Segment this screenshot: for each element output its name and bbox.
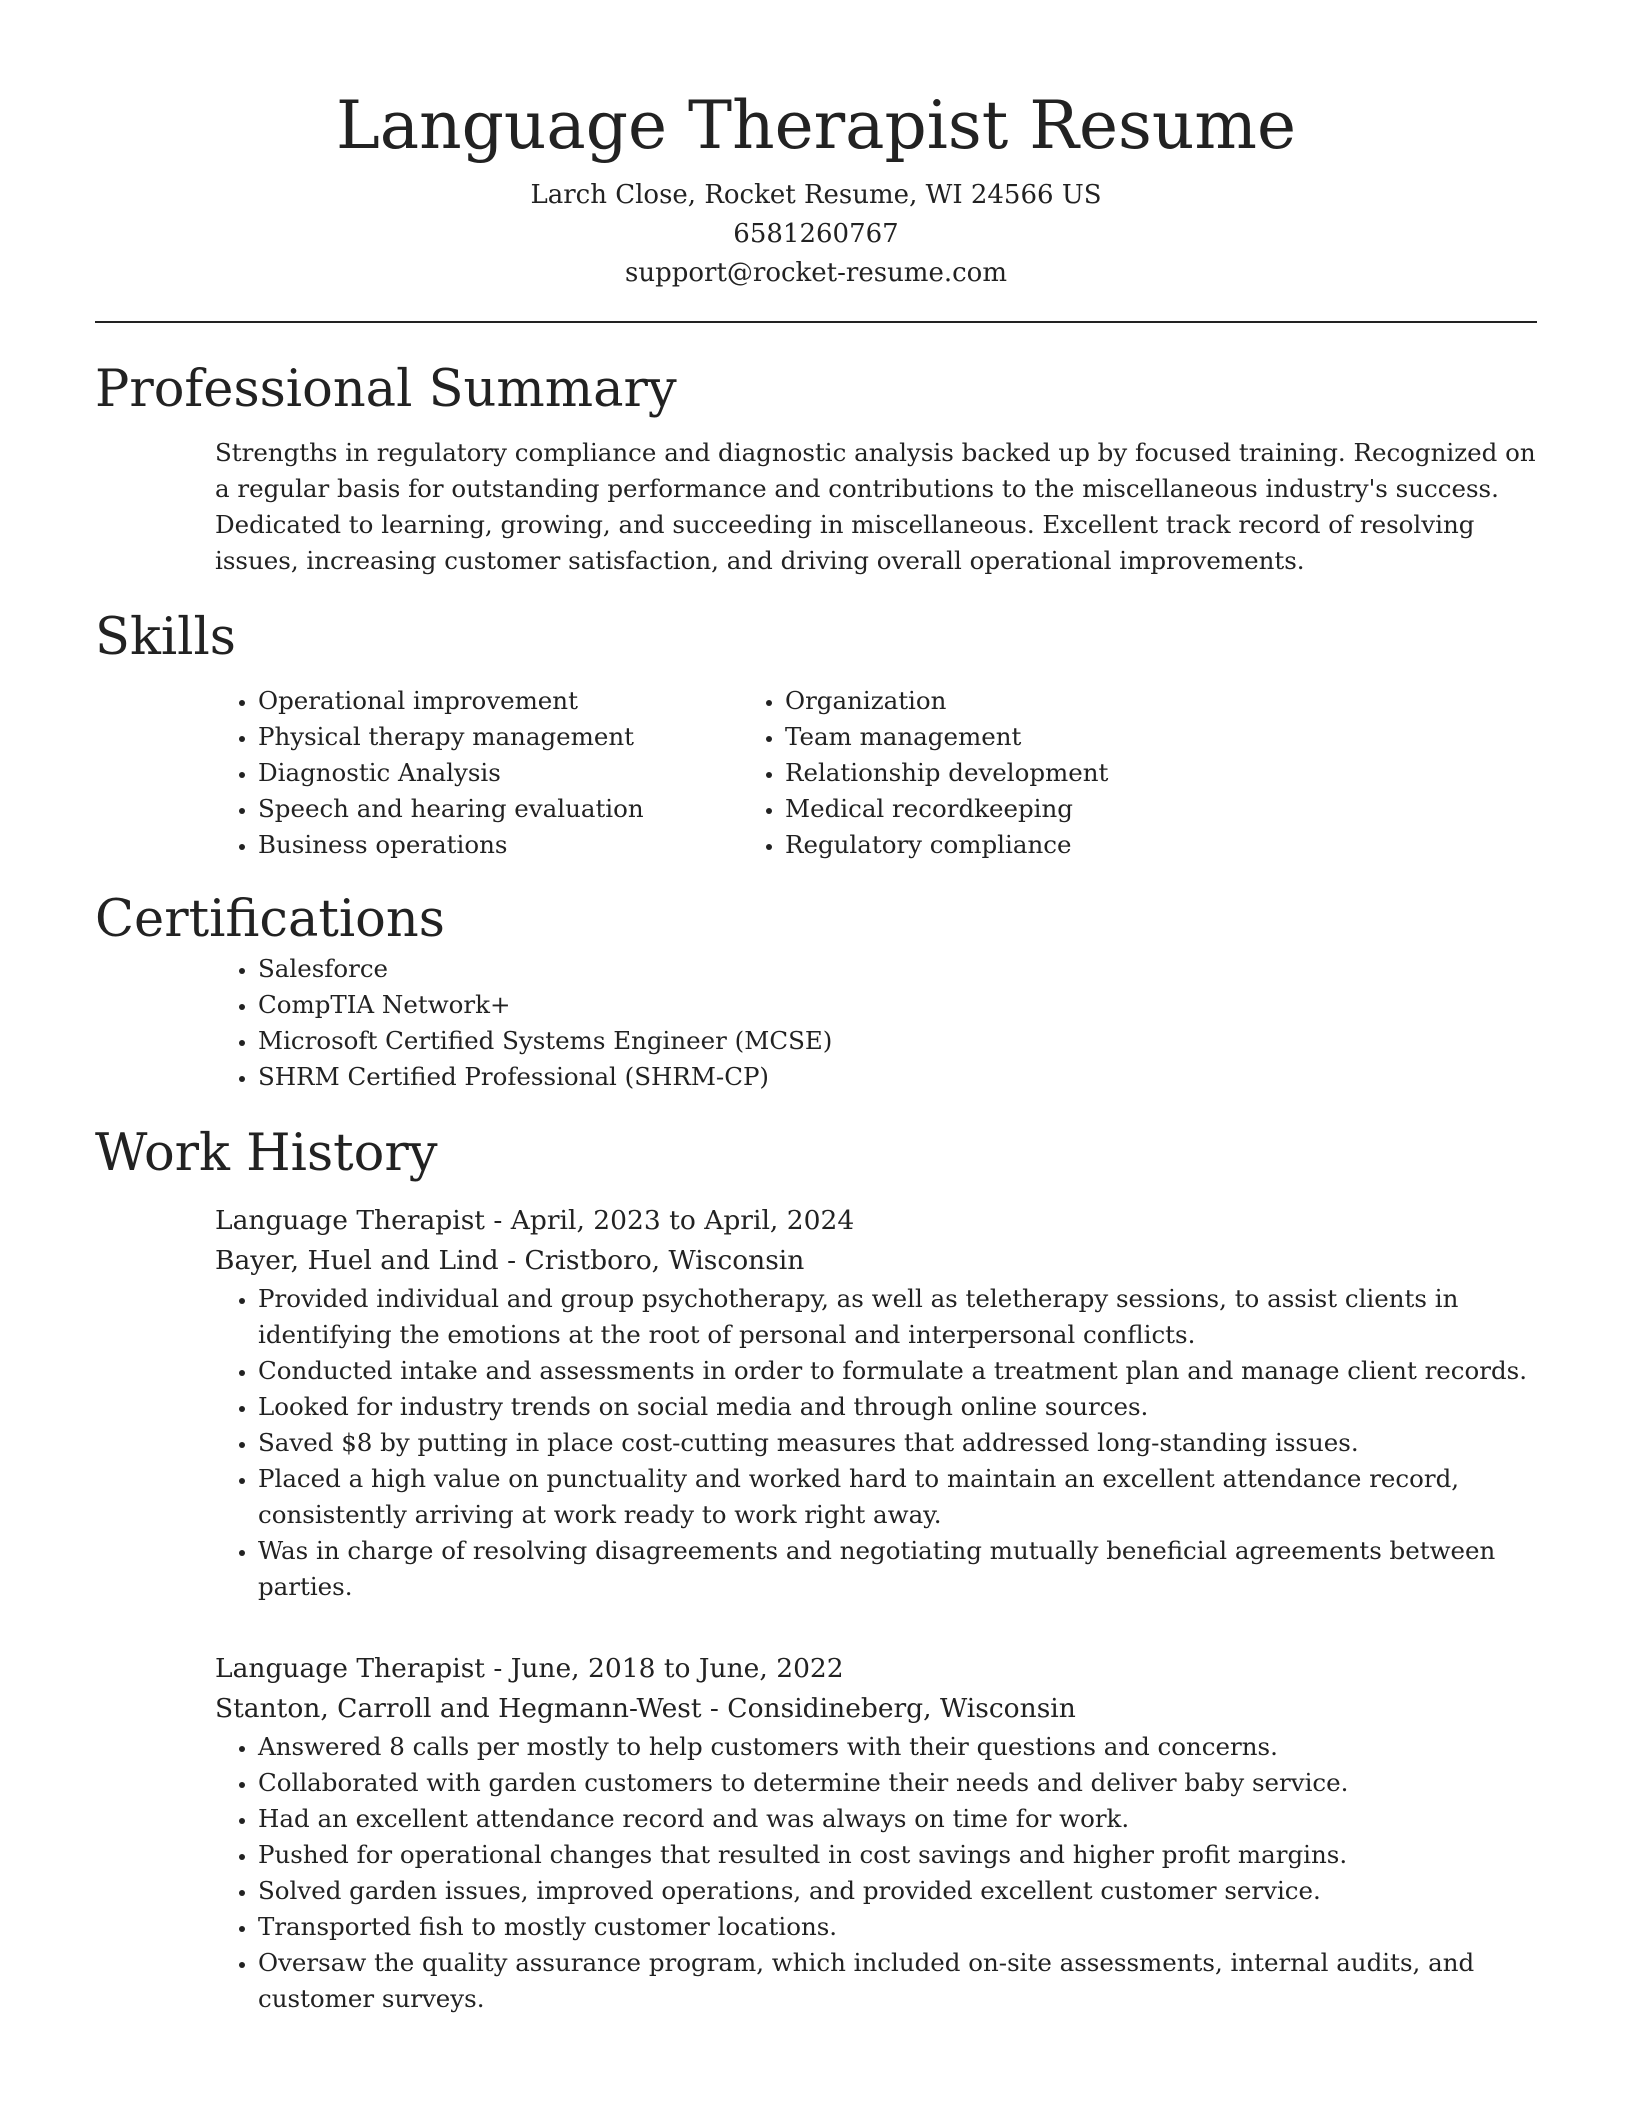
certification-item: • Salesforce: [258, 951, 1537, 987]
resume-title: Language Therapist Resume: [335, 87, 1297, 164]
email: support@rocket-resume.com: [624, 258, 1007, 288]
job-bullet: • Provided individual and group psychotherapy, as well as teletherapy sessions, to assist clients in identifying the emotions at the root of personal and interpersonal conflicts.: [258, 1281, 1537, 1353]
contact-info: [95, 176, 1537, 293]
certifications-list: [95, 951, 1537, 1095]
certifications-section: [95, 889, 1537, 1095]
job-bullet: • Pushed for operational changes that resulted in cost savings and higher profit margins.: [258, 1837, 1537, 1873]
skill-item: • Diagnostic Analysis: [258, 755, 740, 791]
skills-section: [95, 607, 1537, 863]
skill-item: • Medical recordkeeping: [785, 791, 1108, 827]
summary-text: Strengths in regulatory compliance and diagnostic analysis backed up by focused training. Recognized on a regular basis for outstanding performance and contributions to the miscellaneous industry's success. Dedicated to learning, growing, and succeeding in miscellaneous. Excellent track record of resolving issues, increasing customer satisfaction, and driving overall operational improvements.: [215, 438, 1536, 575]
skills-list-2: [785, 683, 1108, 863]
skill-item: • Operational improvement: [258, 683, 740, 719]
skill-item: • Organization: [785, 683, 1108, 719]
job-bullet: • Was in charge of resolving disagreements and negotiating mutually beneficial agreements between parties.: [258, 1533, 1537, 1605]
certification-item: • SHRM Certified Professional (SHRM-CP): [258, 1059, 1537, 1095]
job-bullet: • Oversaw the quality assurance program, which included on-site assessments, internal audits, and customer surveys.: [258, 1945, 1537, 2017]
skill-item: • Team management: [785, 719, 1108, 755]
certification-item: • Microsoft Certified Systems Engineer (MCSE): [258, 1023, 1537, 1059]
phone: 6581260767: [733, 219, 899, 249]
skills-column-2: [740, 683, 1108, 863]
job-bullet: • Conducted intake and assessments in order to formulate a treatment plan and manage client records.: [258, 1353, 1537, 1389]
job-bullet: • Transported fish to mostly customer locations.: [258, 1909, 1537, 1945]
work-history-section: [95, 1123, 1537, 2017]
job-company-line: Stanton, Carroll and Hegmann-West - Considineberg, Wisconsin: [215, 1693, 1076, 1724]
skills-list-1: [95, 683, 740, 863]
job-list: [95, 1201, 1537, 2017]
job-bullet: • Saved $8 by putting in place cost-cutting measures that addressed long-standing issues.: [258, 1425, 1537, 1461]
job-bullet: • Looked for industry trends on social media and through online sources.: [258, 1389, 1537, 1425]
job-company-line: Bayer, Huel and Lind - Cristboro, Wisconsin: [215, 1245, 805, 1276]
job-entry: [95, 1201, 1537, 1605]
address: Larch Close, Rocket Resume, WI 24566 US: [530, 180, 1102, 210]
job-bullet: • Solved garden issues, improved operations, and provided excellent customer service.: [258, 1873, 1537, 1909]
skill-item: • Speech and hearing evaluation: [258, 791, 740, 827]
skill-item: • Relationship development: [785, 755, 1108, 791]
resume-header: [95, 0, 1537, 293]
job-bullet: • Collaborated with garden customers to determine their needs and deliver baby service.: [258, 1765, 1537, 1801]
skill-item: • Business operations: [258, 827, 740, 863]
job-title-line: Language Therapist - April, 2023 to April, 2024: [215, 1205, 855, 1236]
job-bullet: • Had an excellent attendance record and was always on time for work.: [258, 1801, 1537, 1837]
header-divider: [95, 321, 1537, 323]
certifications-heading: Certifications: [95, 890, 445, 949]
job-title-line: Language Therapist - June, 2018 to June, 2022: [215, 1653, 844, 1684]
skill-item: • Regulatory compliance: [785, 827, 1108, 863]
job-bullet: • Answered 8 calls per mostly to help customers with their questions and concerns.: [258, 1729, 1537, 1765]
job-bullet: • Placed a high value on punctuality and worked hard to maintain an excellent attendance record, consistently arriving at work ready to work right away.: [258, 1461, 1537, 1533]
skills-heading: Skills: [95, 608, 236, 667]
summary-heading: Professional Summary: [95, 360, 677, 419]
job-entry: [95, 1649, 1537, 2017]
skills-columns: [95, 683, 1537, 863]
work-history-heading: Work History: [95, 1124, 438, 1183]
skills-column-1: [95, 683, 740, 863]
skill-item: • Physical therapy management: [258, 719, 740, 755]
job-bullets: [95, 1281, 1537, 1605]
summary-section: [95, 359, 1537, 579]
job-bullets: [95, 1729, 1537, 2017]
certification-item: • CompTIA Network+: [258, 987, 1537, 1023]
